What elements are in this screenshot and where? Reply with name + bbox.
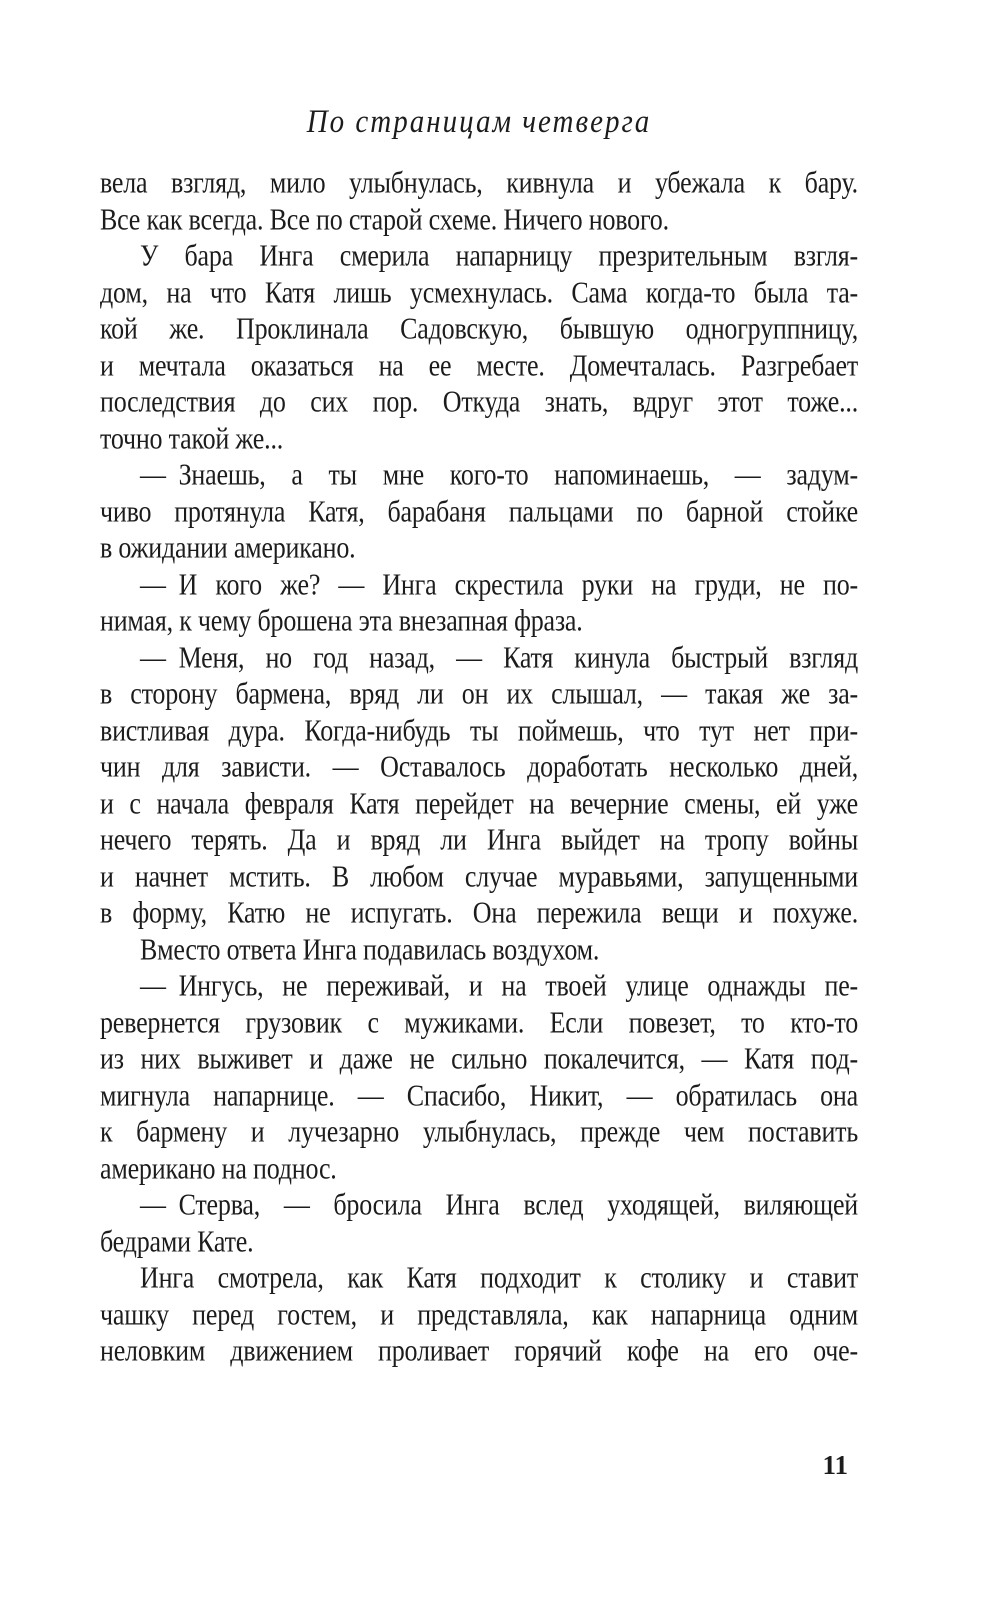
page-number: 11 — [822, 1450, 848, 1480]
text-line: в ожидании американо. — [100, 530, 356, 565]
body-text — [100, 165, 858, 1370]
text-line: и начнет мстить. В любом случае муравьями, запущенными — [100, 858, 858, 893]
text-line: — И кого же? — Инга скрестила руки на груди, не по- — [140, 566, 858, 601]
text-line: — Меня, но год назад, — Катя кинула быстрый взгляд — [140, 639, 858, 674]
text-line: в сторону бармена, вряд ли он их слышал, — такая же за- — [100, 676, 858, 711]
text-line: чиво протянула Катя, барабаня пальцами по барной стойке — [100, 493, 858, 528]
text-line: Все как всегда. Все по старой схеме. Ничего нового. — [100, 201, 669, 236]
text-line: точно такой же... — [100, 420, 284, 455]
text-line: в форму, Катю не испугать. Она пережила вещи и похуже. — [100, 895, 858, 930]
running-header-chapter-title: По страницам четверга — [306, 104, 652, 140]
text-line: Инга смотрела, как Катя подходит к столику и ставит — [140, 1260, 858, 1295]
text-line: нимая, к чему брошена эта внезапная фраза. — [100, 603, 583, 638]
text-line: из них выживет и даже не сильно покалечится, — Катя под- — [100, 1041, 858, 1076]
text-line: Вместо ответа Инга подавилась воздухом. — [140, 931, 600, 966]
text-line: кой же. Проклинала Садовскую, бывшую одногруппницу, — [100, 311, 858, 346]
text-line: к бармену и лучезарно улыбнулась, прежде чем поставить — [100, 1114, 858, 1149]
text-line: мигнула напарнице. — Спасибо, Никит, — обратилась она — [100, 1077, 858, 1112]
text-line: бедрами Кате. — [100, 1223, 254, 1258]
text-line: ревернется грузовик с мужиками. Если повезет, то кто-то — [100, 1004, 858, 1039]
text-line: неловким движением проливает горячий кофе на его оче- — [100, 1333, 858, 1368]
text-line: У бара Инга смерила напарницу презрительным взгля- — [140, 238, 858, 273]
text-line: — Стерва, — бросила Инга вслед уходящей, виляющей — [140, 1187, 858, 1222]
text-line: последствия до сих пор. Откуда знать, вдруг этот тоже... — [100, 384, 858, 419]
text-line: и с начала февраля Катя перейдет на вечерние смены, ей уже — [100, 785, 858, 820]
text-line: вела взгляд, мило улыбнулась, кивнула и убежала к бару. — [100, 165, 858, 200]
text-line: чашку перед гостем, и представляла, как напарница одним — [100, 1296, 858, 1331]
text-line: — Знаешь, а ты мне кого-то напоминаешь, — задум- — [140, 457, 858, 492]
text-line: вистливая дура. Когда-нибудь ты поймешь, что тут нет при- — [100, 712, 858, 747]
text-line: нечего терять. Да и вряд ли Инга выйдет на тропу войны — [100, 822, 858, 857]
text-line: дом, на что Катя лишь усмехнулась. Сама когда-то была та- — [100, 274, 858, 309]
text-line: и мечтала оказаться на ее месте. Домечталась. Разгребает — [100, 347, 858, 382]
text-line: — Ингусь, не переживай, и на твоей улице однажды пе- — [140, 968, 858, 1003]
text-line: американо на поднос. — [100, 1150, 337, 1185]
text-line: чин для зависти. — Оставалось доработать несколько дней, — [100, 749, 858, 784]
